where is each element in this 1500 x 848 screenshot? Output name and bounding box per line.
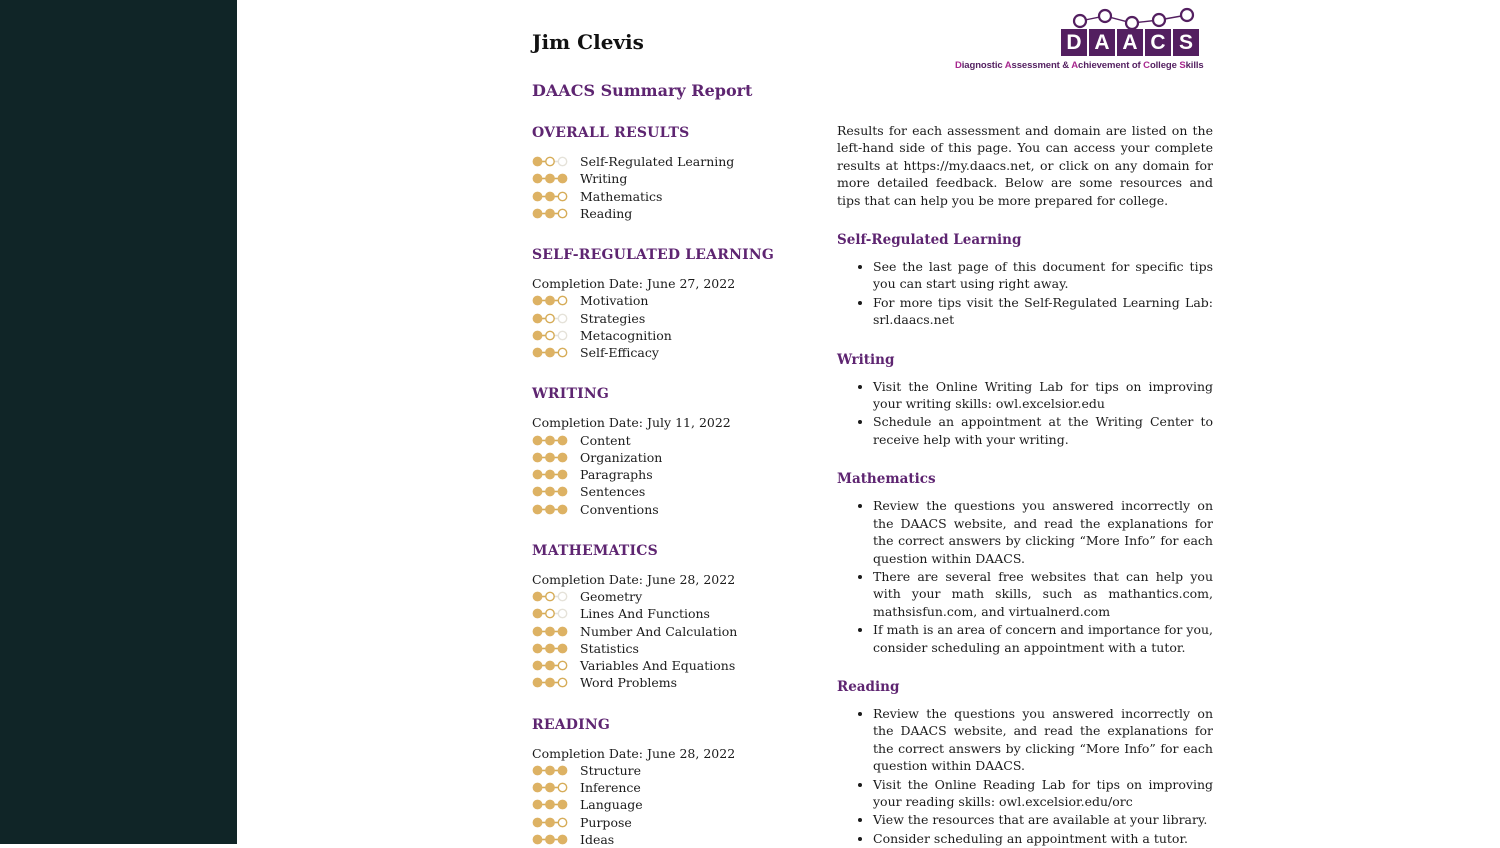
- info-bullet-list: [837, 497, 1213, 656]
- score-dots-3-of-3: [532, 173, 572, 184]
- tagline-initial: A: [1071, 60, 1079, 71]
- tagline-word: Assessment: [1004, 60, 1060, 71]
- score-dots-3-of-3: [532, 452, 572, 463]
- intro-paragraph: Results for each assessment and domain are listed on the left-hand side of this page. You can access your complete results at https://my.daacs.net, or click on any domain for more detailed feedback. Below are some resources and tips that can help you be more prepared for college.: [837, 123, 1213, 208]
- completion-date: [532, 571, 822, 588]
- domain-label: Motivation: [580, 293, 649, 309]
- score-row: [532, 344, 822, 361]
- completion-date-value: June 27, 2022: [647, 276, 736, 292]
- domain-label: Language: [580, 797, 643, 813]
- domain-label: Variables And Equations: [580, 658, 736, 674]
- info-section-heading: Mathematics: [837, 471, 936, 488]
- logo-letter: A: [1089, 29, 1115, 56]
- completion-date-label: Completion Date:: [532, 745, 647, 761]
- student-name: Jim Clevis: [532, 30, 644, 54]
- section-title: WRITING: [532, 386, 610, 403]
- completion-date-value: June 28, 2022: [647, 745, 736, 761]
- score-row: [532, 622, 822, 639]
- info-bullet: • There are several free websites that can help you with your math skills, such as mathantics.com, mathsisfun.com, and virtualnerd.com: [873, 568, 1213, 620]
- report-title: DAACS Summary Report: [532, 81, 753, 100]
- score-row: [532, 483, 822, 500]
- completion-date-value: July 11, 2022: [647, 415, 731, 431]
- score-row: [532, 188, 822, 205]
- info-section-heading: Self-Regulated Learning: [837, 232, 1022, 249]
- score-row: [532, 640, 822, 657]
- score-dots-3-of-3: [532, 435, 572, 446]
- domain-label: Purpose: [580, 814, 632, 830]
- tagline-word: Skills: [1179, 60, 1204, 71]
- domain-label: Ideas: [580, 831, 615, 847]
- score-dots-3-of-3: [532, 834, 572, 845]
- domain-label: Lines And Functions: [580, 606, 710, 622]
- logo-letter: C: [1145, 29, 1171, 56]
- tagline-word: of: [1131, 60, 1141, 71]
- tagline-word: &: [1062, 60, 1070, 71]
- info-section-heading: Writing: [837, 351, 895, 368]
- score-dots-1-of-3: [532, 330, 572, 341]
- info-sections: [837, 232, 1213, 847]
- score-dots-2-of-3: [532, 191, 572, 202]
- tagline-initial: D: [955, 60, 962, 71]
- logo-chain-icon: [955, 6, 1207, 30]
- logo-letter: S: [1173, 29, 1199, 56]
- info-bullet: • View the resources that are available at your library.: [873, 811, 1213, 828]
- info-bullet: • Schedule an appointment at the Writing Center to receive help with your writing.: [873, 413, 1213, 448]
- logo-letter: D: [1061, 29, 1087, 56]
- info-bullet-list: [837, 258, 1213, 329]
- tagline-initial: C: [1143, 60, 1150, 71]
- score-row: [532, 153, 822, 170]
- score-row: [532, 309, 822, 326]
- info-section-heading: Reading: [837, 678, 900, 695]
- tagline-word: Diagnostic: [955, 60, 1003, 71]
- score-row: [532, 657, 822, 674]
- score-dots-1-of-3: [532, 608, 572, 619]
- score-row: [532, 501, 822, 518]
- section-title: READING: [532, 716, 611, 733]
- completion-date-label: Completion Date:: [532, 415, 647, 431]
- domain-label: Inference: [580, 780, 641, 796]
- info-bullet: • Review the questions you answered incorrectly on the DAACS website, and read the explanations for the correct answers by clicking “More Info” for each question within DAACS.: [873, 497, 1213, 567]
- section-title: OVERALL RESULTS: [532, 125, 690, 141]
- completion-date: [532, 275, 822, 292]
- logo-tagline: [955, 60, 1207, 71]
- score-row: [532, 466, 822, 483]
- score-row: [532, 779, 822, 796]
- info-bullet: • For more tips visit the Self-Regulated Learning Lab: srl.daacs.net: [873, 294, 1213, 329]
- logo-letter: A: [1117, 29, 1143, 56]
- score-row: [532, 449, 822, 466]
- score-dots-3-of-3: [532, 799, 572, 810]
- score-dots-3-of-3: [532, 486, 572, 497]
- score-dots-2-of-3: [532, 660, 572, 671]
- info-bullet-list: [837, 378, 1213, 449]
- tagline-initial: A: [1004, 60, 1012, 71]
- score-dots-2-of-3: [532, 208, 572, 219]
- score-dots-3-of-3: [532, 643, 572, 654]
- scores-column: [532, 0, 822, 848]
- daacs-logo: [955, 6, 1207, 71]
- domain-label: Writing: [580, 171, 628, 187]
- score-dots-2-of-3: [532, 295, 572, 306]
- info-bullet: • See the last page of this document for specific tips you can start using right away.: [873, 258, 1213, 293]
- score-dots-1-of-3: [532, 313, 572, 324]
- score-dots-1-of-3: [532, 156, 572, 167]
- score-row: [532, 796, 822, 813]
- score-row: [532, 831, 822, 848]
- domain-label: Paragraphs: [580, 467, 653, 483]
- completion-date: [532, 414, 822, 431]
- score-dots-2-of-3: [532, 677, 572, 688]
- score-row: [532, 292, 822, 309]
- score-dots-2-of-3: [532, 782, 572, 793]
- score-row: [532, 814, 822, 831]
- tagline-word: Achievement: [1071, 60, 1130, 71]
- score-dots-3-of-3: [532, 469, 572, 480]
- score-dots-1-of-3: [532, 591, 572, 602]
- section-title: MATHEMATICS: [532, 542, 658, 559]
- scores-panel: [532, 125, 822, 848]
- score-row: [532, 170, 822, 187]
- domain-label: Conventions: [580, 501, 659, 517]
- section-title: SELF-REGULATED LEARNING: [532, 247, 774, 264]
- domain-label: Number And Calculation: [580, 623, 738, 639]
- domain-label: Mathematics: [580, 188, 663, 204]
- completion-date: [532, 745, 822, 762]
- score-dots-3-of-3: [532, 765, 572, 776]
- tagline-word: College: [1143, 60, 1177, 71]
- domain-label: Word Problems: [580, 675, 678, 691]
- score-row: [532, 205, 822, 222]
- score-row: [532, 327, 822, 344]
- domain-label: Content: [580, 432, 631, 448]
- score-row: [532, 605, 822, 622]
- info-bullet-list: [837, 705, 1213, 847]
- domain-label: Structure: [580, 762, 642, 778]
- logo-letter-blocks: [1061, 29, 1207, 56]
- score-row: [532, 762, 822, 779]
- info-bullet: • Visit the Online Writing Lab for tips on improving your writing skills: owl.excelsior.edu: [873, 378, 1213, 413]
- domain-label: Reading: [580, 206, 633, 222]
- score-dots-3-of-3: [532, 504, 572, 515]
- info-column: [837, 122, 1213, 848]
- score-dots-2-of-3: [532, 817, 572, 828]
- domain-label: Self-Regulated Learning: [580, 154, 735, 170]
- domain-label: Strategies: [580, 310, 646, 326]
- score-row: [532, 431, 822, 448]
- info-bullet: • If math is an area of concern and importance for you, consider scheduling an appointment with a tutor.: [873, 621, 1213, 656]
- info-bullet: • Consider scheduling an appointment with a tutor.: [873, 830, 1213, 847]
- completion-date-value: June 28, 2022: [647, 571, 736, 587]
- score-dots-3-of-3: [532, 626, 572, 637]
- info-bullet: • Review the questions you answered incorrectly on the DAACS website, and read the explanations for the correct answers by clicking “More Info” for each question within DAACS.: [873, 705, 1213, 775]
- domain-label: Organization: [580, 449, 663, 465]
- info-bullet: • Visit the Online Reading Lab for tips on improving your reading skills: owl.excelsior.edu/orc: [873, 776, 1213, 811]
- score-row: [532, 674, 822, 691]
- domain-label: Self-Efficacy: [580, 345, 659, 361]
- domain-label: Sentences: [580, 484, 646, 500]
- score-dots-2-of-3: [532, 347, 572, 358]
- domain-label: Statistics: [580, 640, 639, 656]
- domain-label: Geometry: [580, 589, 643, 604]
- tagline-initial: S: [1179, 60, 1186, 71]
- left-dark-panel: [0, 0, 237, 844]
- completion-date-label: Completion Date:: [532, 276, 647, 292]
- completion-date-label: Completion Date:: [532, 571, 647, 587]
- score-row: [532, 588, 822, 605]
- domain-label: Metacognition: [580, 327, 672, 343]
